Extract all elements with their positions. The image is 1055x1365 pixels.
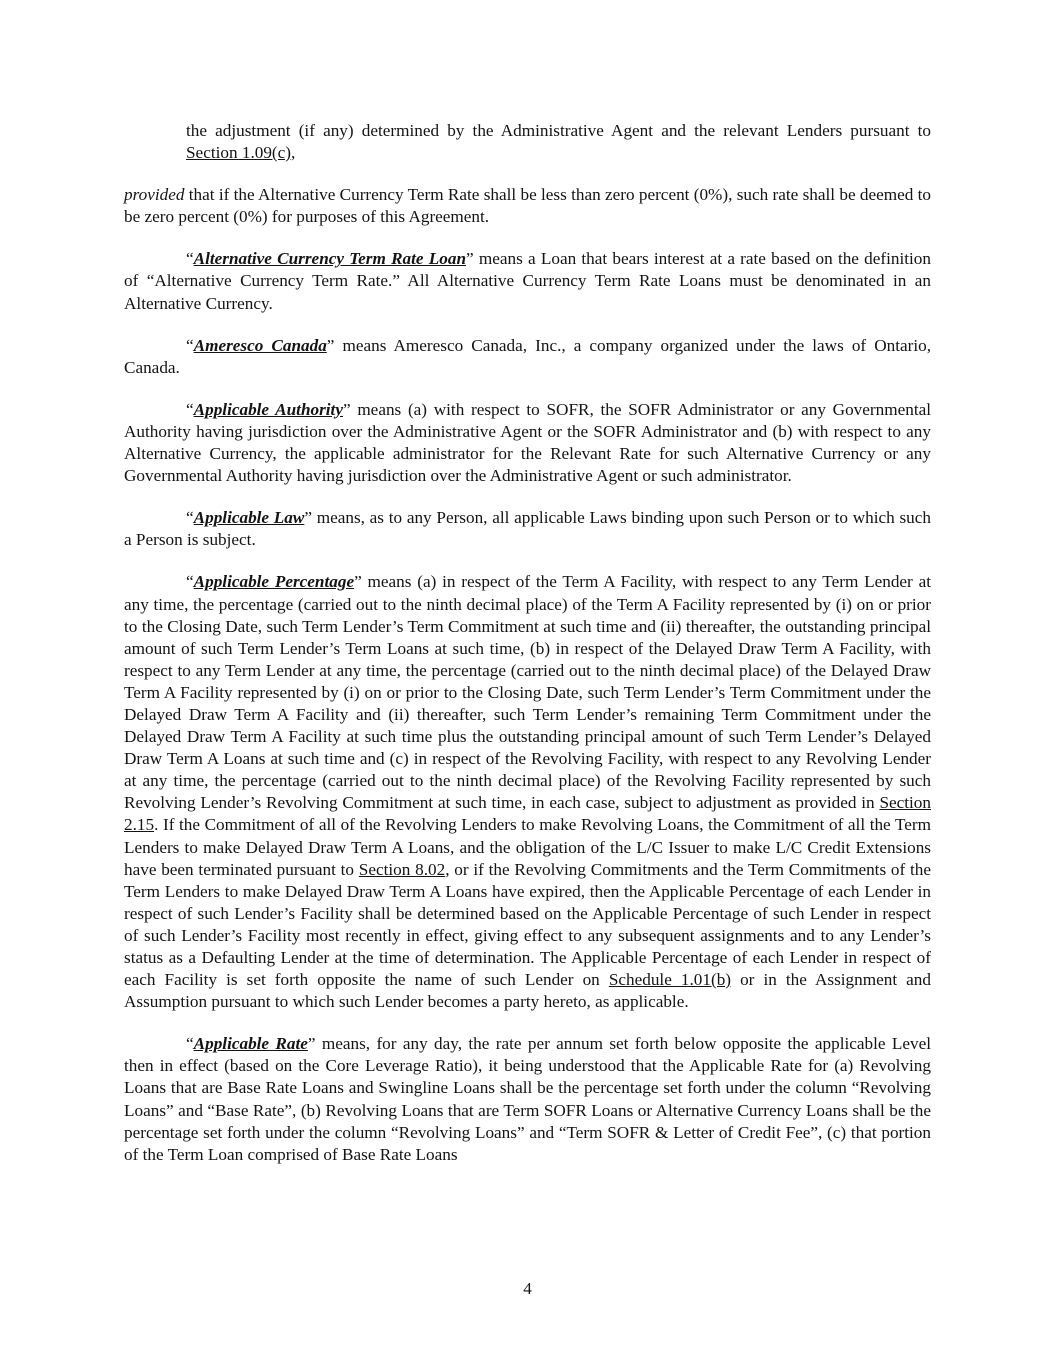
text-run: ” means (a) in respect of the Term A Facility, with respect to any Term Lender at any time, the percentage (carried out to the ninth decimal place) of the Term A Facility represented by (i) on or prior to the Closing Date, such Term Lender’s Term Commitment at such time and (ii) thereafter, the outstanding principal amount of such Term Lender’s Term Loans at such time, (b) in respect of the Delayed Draw Term A Facility, with respect to any Term Lender at any time, the percentage (carried out to the ninth decimal place) of the Delayed Draw Term A Facility represented by (i) on or prior to the Closing Date, such Term Lender’s Term Commitment under the Delayed Draw Term A Facility and (ii) thereafter, such Term Lender’s remaining Term Commitment under the Delayed Draw Term A Facility at such time plus the outstanding principal amount of such Term Lender’s Delayed Draw Term A Loans at such time and (c) in respect of the Revolving Facility, with respect to any Revolving Lender at any time, the percentage (carried out to the ninth decimal place) of the Revolving Facility represented by such Revolving Lender’s Revolving Commitment at such time, in each case, subject to adjustment as provided in (124, 572, 931, 813)
paragraph-provided-clause (124, 184, 931, 228)
text-run: “ (186, 508, 194, 528)
defined-term: Alternative Currency Term Rate Loan (193, 249, 466, 269)
schedule-reference: Schedule 1.01(b) (608, 970, 732, 990)
defined-term: Ameresco Canada (193, 335, 327, 355)
text-run: . If the Commitment of all of the Revolving Lenders to make Revolving Loans, the Commitment of all the Term Lenders to make Delayed Draw Term A Loans, and the obligation of the L/C Issuer to make L/C Credit Extensions have been terminated pursuant to (124, 815, 931, 879)
text-run: “ (186, 399, 194, 419)
defined-term: Applicable Rate (193, 1034, 308, 1054)
text-run: the adjustment (if any) determined by the Administrative Agent and the relevant Lenders pursuant to (186, 121, 931, 140)
section-reference: Section 2.15 (124, 793, 931, 835)
paragraph-adjustment-continuation (186, 120, 931, 164)
page-number: 4 (523, 1279, 532, 1298)
text-run: that if the Alternative Currency Term Rate shall be less than zero percent (0%), such rate shall be deemed to be zero percent (0%) for purposes of this Agreement. (124, 185, 931, 227)
text-run: “ (186, 572, 194, 592)
section-reference: Section 8.02 (358, 859, 446, 879)
definition-applicable-authority (124, 399, 931, 487)
section-reference: Section 1.09(c) (186, 143, 292, 163)
definition-applicable-percentage (124, 571, 931, 1013)
text-run: ” means Ameresco Canada, Inc., a company organized under the laws of Ontario, Canada. (124, 335, 931, 377)
text-run: ” means (a) with respect to SOFR, the SOFR Administrator or any Governmental Authority having jurisdiction over the Administrative Agent or the SOFR Administrator and (b) with respect to any Alternative Currency, the applicable administrator for the Relevant Rate for such Alternative Currency or any Governmental Authority having jurisdiction over the Administrative Agent or such administrator. (124, 399, 931, 486)
text-run: , or if the Revolving Commitments and the Term Commitments of the Term Lenders to make Delayed Draw Term A Loans have expired, then the Applicable Percentage of each Lender in respect of such Lender’s Facility shall be determined based on the Applicable Percentage of such Lender in respect of such Lender’s Facility most recently in effect, giving effect to any subsequent assignments and to any Lender’s status as a Defaulting Lender at the time of determination. The Applicable Percentage of each Lender in respect of each Facility is set forth opposite the name of such Lender on (124, 859, 931, 990)
text-run: ” means a Loan that bears interest at a rate based on the definition of “Alternative Currency Term Rate.” All Alternative Currency Term Rate Loans must be denominated in an Alternative Currency. (124, 249, 931, 313)
text-run: “ (186, 1034, 194, 1054)
text-run: ” means, for any day, the rate per annum set forth below opposite the applicable Level then in effect (based on the Core Leverage Ratio), it being understood that the Applicable Rate for (a) Revolving Loans that are Base Rate Loans and Swingline Loans shall be the percentage set forth under the column “Revolving Loans” and “Base Rate”, (b) Revolving Loans that are Term SOFR Loans or Alternative Currency Loans shall be the percentage set forth under the column “Revolving Loans” and “Term SOFR & Letter of Credit Fee”, (c) that portion of the Term Loan comprised of Base Rate Loans (124, 1034, 931, 1164)
definition-applicable-law (124, 507, 931, 551)
definition-alternative-currency-term-rate-loan (124, 248, 931, 314)
defined-term: Applicable Percentage (193, 572, 355, 592)
text-run: or in the Assignment and Assumption pursuant to which such Lender becomes a party hereto, as applicable. (124, 970, 931, 1012)
document-body (124, 120, 931, 1186)
defined-term: Applicable Authority (193, 399, 343, 419)
defined-term: Applicable Law (193, 508, 305, 528)
text-run: “ (186, 249, 194, 269)
proviso-term: provided (124, 185, 185, 205)
definition-ameresco-canada (124, 335, 931, 379)
text-run: , (291, 143, 296, 163)
text-run: “ (186, 335, 194, 355)
text-run: ” means, as to any Person, all applicable Laws binding upon such Person or to which such a Person is subject. (124, 508, 931, 550)
definition-applicable-rate (124, 1033, 931, 1166)
